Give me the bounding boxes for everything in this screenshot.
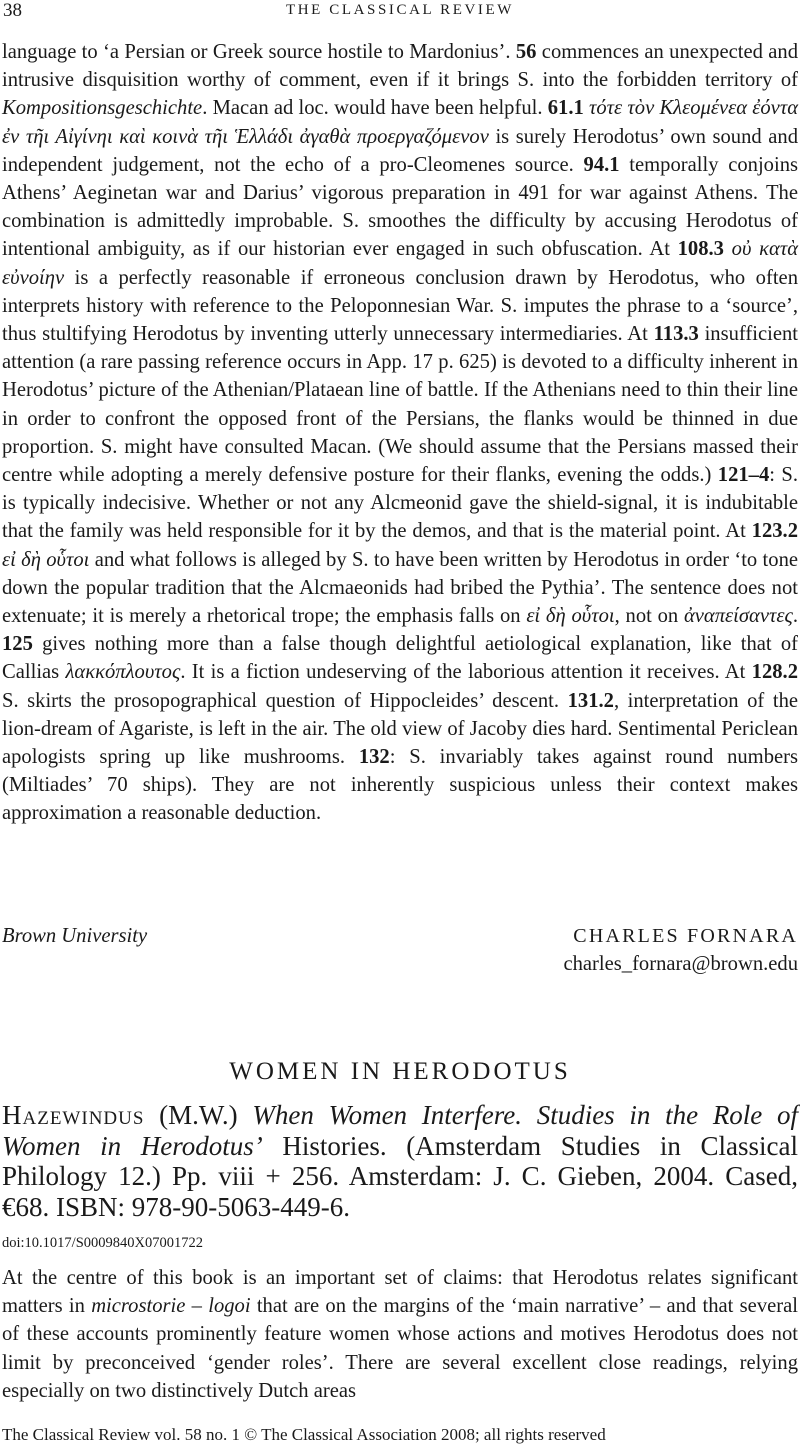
text-span: temporally conjoins Athens’ Aeginetan war and Darius’ vigorous preparation in 491 for war against Athens. The combination is admittedly improbable. S. smoothes the difficulty by accusing Herodotus of intentional ambiguity, as if our historian ever engaged in such obfuscation. At	[2, 153, 799, 261]
ref-121-4: 121–4	[717, 464, 770, 487]
ref-132: 132	[358, 746, 390, 769]
section-title: WOMEN IN HERODOTUS	[229, 1058, 571, 1085]
text-span: . It is a fiction undeserving of the laborious attention it receives. At	[180, 661, 752, 684]
page-number: 38	[3, 0, 22, 21]
italic-term: microstorie – logoi	[91, 1295, 251, 1318]
book-author-initials: (M.W.)	[144, 1100, 253, 1130]
text-span: : S. is typically indecisive. Whether or not any Alcmeonid gave the shield-signal, it is indubitable that the family was held responsible for it by the demos, and that is the material point. At	[2, 464, 798, 543]
text-span: S. skirts the prosopographical question of Hippocleides’ descent.	[2, 689, 568, 712]
ref-108-3: 108.3	[677, 238, 724, 261]
page-footer: The Classical Review vol. 58 no. 1 © The Classical Association 2008; all rights reserved	[2, 1425, 606, 1444]
greek-quote: εἰ δὴ οὗτοι	[526, 605, 615, 628]
italic-term: Kompositionsgeschichte	[2, 97, 203, 120]
ref-94-1: 94.1	[583, 153, 620, 176]
new-review-text	[2, 1264, 798, 1405]
ref-131-2: 131.2	[567, 689, 614, 712]
text-span: At the centre of this book is an important set of claims: that Herodotus relates significant matters in	[2, 1267, 798, 1318]
greek-quote: οὐ κατὰ εὐνοίην	[2, 238, 799, 289]
ref-125: 125	[2, 633, 33, 656]
previous-review-text	[2, 38, 798, 828]
running-head: THE CLASSICAL REVIEW	[285, 2, 515, 18]
ref-113-3: 113.3	[653, 323, 699, 346]
text-span: and what follows is alleged by S. to have been written by Herodotus in order ‘to tone down the popular tradition that the Alcmaeonids had bribed the Pythia’. The sentence does not extenuate; it is merely a rhetorical trope; the emphasis falls on	[2, 548, 799, 628]
reviewer-name: CHARLES FORNARA	[573, 925, 798, 947]
text-span: language to ‘a Persian or Greek source hostile to Mardonius’.	[2, 41, 516, 63]
text-span: . Macan ad loc. would have been helpful.	[202, 97, 548, 120]
reviewer-signature	[2, 922, 798, 978]
text-span: commences an unexpected and intrusive disquisition worthy of comment, even if it brings S. into the forbidden territory of	[2, 41, 798, 92]
review-paragraph	[2, 38, 798, 828]
text-span: is surely Herodotus’ own sound and independent judgement, not the echo of a pro-Cleomenes source.	[2, 125, 798, 176]
greek-quote: λακκόπλουτος	[65, 661, 181, 684]
ref-56: 56	[515, 41, 537, 63]
greek-quote: ἀναπείσαντες	[683, 605, 793, 628]
greek-quote: τότε τὸν Κλεομένεα ἐόντα ἐν τῆι Αἰγίνηι καὶ κοινὰ τῆι Ἑλλάδι ἀγαθὰ προεργαζόμενον	[2, 97, 799, 148]
reviewer-email: charles_fornara@brown.edu	[563, 953, 798, 975]
book-details: Histories. (Amsterdam Studies in Classical Philology 12.) Pp. viii + 256. Amsterdam: J. C. Gieben, 2004. Cased, €68. ISBN: 978-90-5063-449-6.	[2, 1130, 798, 1222]
page-header	[0, 0, 800, 26]
text-span: , interpretation of the lion-dream of Agariste, is left in the air. The old view of Jacoby dies hard. Sentimental Periclean apologists spring up like mushrooms.	[2, 689, 799, 769]
text-span: : S. invariably takes against round numbers (Miltiades’ 70 ships). They are not inherently suspicious unless their context makes approximation a reasonable deduction.	[2, 746, 799, 825]
ref-61-1: 61.1	[547, 97, 584, 120]
reviewer-affiliation: Brown University	[2, 925, 148, 947]
text-span: gives nothing more than a false though delightful aetiological explanation, like that of Callias	[2, 633, 798, 684]
text-span: insufficient attention (a rare passing reference occurs in App. 17 p. 625) is devoted to a difficulty inherent in Herodotus’ picture of the Athenian/Plataean line of battle. If the Athenians need to thin their line in order to confront the opposed front of the Persians, the flanks would be thinned in due proportion. S. might have consulted Macan. (We should assume that the Persians massed their centre while adopting a merely defensive posture for their flanks, evening the odds.)	[2, 323, 798, 487]
ref-128-2: 128.2	[751, 661, 798, 684]
book-author: Hazewindus	[2, 1100, 145, 1130]
greek-quote: εἰ δὴ οὗτοι	[2, 548, 90, 571]
doi-link[interactable]: doi:10.1017/S0009840X07001722	[2, 1235, 203, 1251]
text-span: that are on the margins of the ‘main narrative’ – and that several of these accounts prominently feature women whose actions and motives Herodotus does not limit by preconceived ‘gender roles’. There are several excellent close readings, relying especially on two distinctively Dutch areas	[2, 1295, 798, 1402]
text-span: , not on	[614, 605, 684, 628]
text-span: .	[792, 605, 798, 628]
book-citation	[2, 1100, 798, 1222]
text-span: is a perfectly reasonable if erroneous conclusion drawn by Herodotus, who often interprets history with reference to the Peloponnesian War. S. imputes the phrase to a ‘source’, thus stultifying Herodotus by inventing utterly unnecessary intermediaries. At	[2, 266, 798, 346]
ref-123-2: 123.2	[751, 520, 798, 543]
book-title: When Women Interfere. Studies in the Role of Women in Herodotus’	[2, 1100, 799, 1161]
